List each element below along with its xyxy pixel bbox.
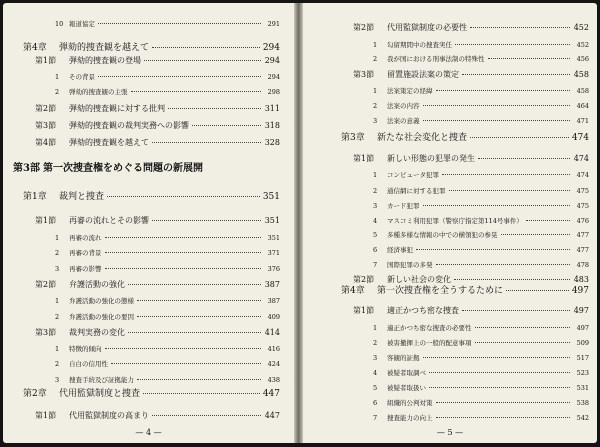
toc-entry-number: 4 — [373, 369, 378, 377]
toc-entry — [373, 368, 589, 378]
toc-entry-page: 474 — [571, 133, 589, 143]
toc-entry-page: 298 — [267, 88, 280, 96]
toc-entry-title — [35, 121, 189, 131]
toc-entry-page: 476 — [576, 217, 589, 225]
dot-leader — [137, 379, 261, 380]
dot-leader — [152, 220, 261, 221]
right-page — [303, 3, 597, 443]
toc-entry-number: 1 — [373, 41, 378, 49]
toc-entry-text: 再審の流れ — [69, 234, 102, 242]
toc-entry-text: 留置施設法案の策定 — [387, 70, 459, 79]
toc-entry — [341, 133, 589, 143]
toc-entry-page: 438 — [267, 376, 280, 384]
toc-entry — [55, 359, 280, 369]
dot-leader — [470, 27, 570, 28]
toc-entry-text: 法案の内容 — [387, 102, 420, 110]
toc-entry — [373, 101, 589, 111]
left-toc-list — [3, 3, 294, 443]
toc-entry-text: 再審の流れとその影響 — [69, 216, 149, 225]
toc-entry-number: 1 — [55, 345, 60, 353]
toc-entry-title — [373, 383, 426, 393]
dot-leader — [168, 108, 261, 109]
toc-entry — [35, 280, 280, 290]
toc-entry-text: 客観的証拠 — [387, 354, 420, 362]
toc-entry — [373, 116, 589, 126]
dot-leader — [98, 76, 261, 77]
toc-entry-number: 3 — [373, 202, 378, 210]
toc-entry — [353, 275, 589, 285]
dot-leader — [128, 332, 261, 333]
toc-entry-text: 被疑者取調べ — [387, 369, 426, 377]
toc-entry-text: 代用監獄制度と捜査 — [59, 389, 141, 399]
toc-entry-text: カード犯罪 — [387, 202, 420, 210]
toc-entry-number: 7 — [373, 414, 378, 422]
toc-entry-title — [353, 70, 459, 80]
toc-entry — [35, 104, 280, 114]
toc-entry-number: 2 — [373, 102, 378, 110]
toc-entry-text: 法案策定の経緯 — [387, 87, 433, 95]
toc-entry-text: 代用監獄制度の高まり — [69, 411, 149, 420]
dot-leader — [454, 279, 570, 280]
dot-leader — [416, 249, 570, 250]
toc-entry — [373, 338, 589, 348]
toc-entry-title — [35, 411, 149, 421]
toc-entry-page: 538 — [576, 399, 589, 407]
toc-entry-title — [373, 116, 420, 126]
toc-entry-page: 531 — [576, 384, 589, 392]
toc-entry-text: 新たな社会変化と捜査 — [377, 133, 468, 143]
toc-entry-title — [55, 264, 102, 274]
toc-entry — [373, 230, 589, 240]
toc-entry-number: 1 — [55, 297, 60, 305]
toc-entry-number: 第1節 — [353, 306, 375, 315]
toc-entry-page: 474 — [576, 171, 589, 179]
toc-entry — [373, 216, 589, 226]
toc-entry-number: 第3節 — [35, 121, 57, 130]
toc-entry-number: 2 — [55, 88, 60, 96]
toc-entry-number: 第2節 — [35, 104, 57, 113]
toc-entry-page: 464 — [576, 102, 589, 110]
toc-entry-number: 1 — [373, 171, 378, 179]
toc-entry-text: 再審の影響 — [69, 265, 102, 273]
toc-entry — [13, 164, 280, 174]
dot-leader — [462, 74, 570, 75]
toc-entry-text: 被害撤揮上の一般的配意事項 — [387, 339, 472, 347]
toc-entry-page: 311 — [264, 104, 280, 113]
dot-leader — [442, 174, 570, 175]
dot-leader — [436, 90, 571, 91]
toc-entry-number: 6 — [373, 399, 378, 407]
dot-leader — [105, 252, 262, 253]
toc-entry-title — [373, 323, 472, 333]
toc-entry-title — [55, 344, 102, 354]
toc-entry-page: 456 — [576, 55, 589, 63]
dot-leader — [143, 393, 260, 394]
dot-leader — [436, 402, 571, 403]
toc-entry-number: 1 — [55, 73, 60, 81]
toc-entry-text: 弁護活動の強化の態様 — [69, 297, 134, 305]
toc-entry-number: 第1章 — [23, 192, 47, 202]
toc-entry-text: 経済事犯 — [387, 246, 413, 254]
dot-leader — [192, 125, 261, 126]
toc-entry-number: 第4節 — [35, 138, 57, 147]
toc-entry-number: 3 — [373, 354, 378, 362]
dot-leader — [429, 372, 570, 373]
dot-leader — [137, 316, 261, 317]
toc-entry-text: 多種多様な情報の中での横領犯の参晃 — [387, 231, 498, 239]
toc-entry — [35, 138, 280, 148]
dot-leader — [429, 387, 570, 388]
dot-leader — [423, 120, 571, 121]
toc-entry-text: 適正かつち密な捜査の必要性 — [387, 324, 472, 332]
toc-entry-page: 328 — [264, 138, 280, 147]
toc-entry-page: 409 — [267, 313, 280, 321]
toc-entry — [35, 216, 280, 226]
right-toc-list — [303, 3, 597, 443]
toc-entry-number: 第4章 — [341, 286, 365, 296]
toc-entry-page: 416 — [267, 345, 280, 353]
toc-entry-number: 第3部 — [13, 163, 40, 174]
toc-entry-title — [13, 164, 203, 174]
toc-entry-title — [23, 389, 140, 399]
toc-entry-text: 適正かつち密な捜査 — [387, 306, 459, 315]
toc-entry — [55, 264, 280, 274]
toc-entry-title — [353, 23, 467, 33]
dot-leader — [436, 264, 571, 265]
toc-entry-title — [353, 275, 451, 285]
toc-entry-title — [373, 40, 452, 50]
toc-entry-page: 351 — [262, 192, 280, 202]
toc-entry-title — [55, 296, 134, 306]
toc-entry-page: 447 — [262, 389, 280, 399]
toc-entry-number: 1 — [55, 234, 60, 242]
toc-entry — [55, 375, 280, 385]
toc-entry-page: 371 — [267, 249, 280, 257]
toc-entry-number: 2 — [55, 360, 60, 368]
toc-entry-page: 475 — [576, 202, 589, 210]
toc-entry — [55, 344, 280, 354]
toc-entry-number: 2 — [55, 313, 60, 321]
dot-leader — [98, 23, 261, 24]
toc-entry-text: 第一次捜査権を全うするために — [377, 286, 504, 296]
toc-entry-page: 542 — [576, 414, 589, 422]
toc-entry-text: 国際犯罪の多発 — [387, 261, 433, 269]
dot-leader — [488, 58, 571, 59]
dot-leader — [131, 91, 262, 92]
toc-entry-number: 4 — [373, 217, 378, 225]
toc-entry-page: 387 — [267, 297, 280, 305]
toc-entry-text: 自白の信用性 — [69, 360, 108, 368]
toc-entry-number: 第3節 — [35, 328, 57, 337]
toc-entry-page: 452 — [576, 41, 589, 49]
toc-entry — [35, 121, 280, 131]
toc-entry-text: 通信網に対する犯罪 — [387, 187, 446, 195]
toc-entry-number: 1 — [373, 87, 378, 95]
toc-entry — [353, 154, 589, 164]
toc-entry-text: 代用監獄制度の必要性 — [387, 23, 467, 32]
dot-leader — [128, 284, 261, 285]
toc-entry-number: 第2節 — [353, 23, 375, 32]
toc-entry-number: 2 — [373, 187, 378, 195]
toc-entry — [55, 233, 280, 243]
toc-entry-number: 1 — [373, 324, 378, 332]
toc-entry-number: 第2章 — [23, 389, 47, 399]
toc-entry-title — [55, 72, 95, 82]
toc-entry-text: マスコミ利用犯罪（警察庁指定第114号事件） — [387, 217, 523, 225]
toc-entry-title — [373, 101, 420, 111]
dot-leader — [144, 60, 261, 61]
toc-entry — [373, 170, 589, 180]
toc-entry-title — [373, 368, 426, 378]
toc-entry-page: 376 — [267, 265, 280, 273]
toc-entry-title — [373, 170, 439, 180]
toc-entry-number: 3 — [55, 376, 60, 384]
dot-leader — [137, 300, 261, 301]
toc-entry-text: 報道協定 — [69, 20, 95, 28]
dot-leader — [152, 142, 261, 143]
toc-entry-title — [373, 54, 485, 64]
toc-entry-number: 第3章 — [341, 133, 365, 143]
toc-entry-page: 447 — [264, 411, 280, 420]
toc-entry-page: 351 — [267, 234, 280, 242]
toc-entry-number: 2 — [373, 55, 378, 63]
dot-leader — [470, 137, 569, 138]
toc-entry-title — [341, 286, 503, 296]
toc-entry — [373, 40, 589, 50]
toc-entry-title — [35, 216, 149, 226]
dot-leader — [152, 47, 260, 48]
toc-entry-text: 被疑者取扱い — [387, 384, 426, 392]
toc-entry-page: 414 — [264, 328, 280, 337]
toc-entry-page: 294 — [267, 73, 280, 81]
dot-leader — [152, 415, 261, 416]
toc-entry — [55, 87, 280, 97]
toc-entry — [35, 56, 280, 66]
toc-entry — [55, 72, 280, 82]
dot-leader — [423, 357, 571, 358]
dot-leader — [462, 310, 570, 311]
toc-entry-page: 387 — [264, 280, 280, 289]
toc-entry-page: 424 — [267, 360, 280, 368]
toc-entry — [373, 353, 589, 363]
toc-entry-title — [35, 104, 165, 114]
toc-entry-page: 452 — [573, 23, 589, 32]
toc-entry-text: 特徴的傾向 — [69, 345, 102, 353]
toc-entry-text: 弾劾的捜査観の裁判実務への影響 — [69, 121, 189, 130]
toc-entry-title — [373, 338, 472, 348]
toc-entry — [55, 312, 280, 322]
toc-entry-number: 2 — [55, 249, 60, 257]
toc-entry-text: 組織的公判対策 — [387, 399, 433, 407]
dot-leader — [107, 196, 260, 197]
toc-entry — [353, 306, 589, 316]
toc-entry-text: 勾留期間中の捜査実任 — [387, 41, 452, 49]
toc-entry — [341, 286, 589, 296]
dot-leader — [111, 363, 261, 364]
dot-leader — [526, 220, 570, 221]
toc-entry-page: 291 — [267, 20, 280, 28]
toc-entry-page: 509 — [576, 339, 589, 347]
toc-entry-title — [55, 359, 108, 369]
dot-leader — [506, 290, 569, 291]
toc-entry-title — [373, 216, 523, 226]
right-page-number: — 5 — — [436, 428, 464, 437]
dot-leader — [105, 237, 262, 238]
toc-entry-text: 第一次捜査権をめぐる問題の新展開 — [43, 163, 203, 174]
toc-entry — [373, 86, 589, 96]
toc-entry-title — [373, 353, 420, 363]
dot-leader — [475, 327, 571, 328]
toc-entry-text: 新しい社会の変化 — [387, 275, 451, 284]
toc-entry — [373, 201, 589, 211]
toc-entry-title — [35, 328, 125, 338]
toc-entry-title — [373, 86, 433, 96]
toc-entry-text: 新しい形態の犯罪の発生 — [387, 154, 475, 163]
left-page — [3, 3, 294, 443]
toc-entry-number: 第2節 — [353, 275, 375, 284]
toc-entry — [23, 192, 280, 202]
toc-entry-title — [35, 138, 149, 148]
toc-entry — [35, 411, 280, 421]
toc-entry — [373, 186, 589, 196]
toc-entry-number: 3 — [55, 265, 60, 273]
dot-leader — [449, 190, 571, 191]
toc-entry — [373, 413, 589, 423]
left-page-number: — 4 — — [135, 428, 162, 437]
toc-entry-page: 523 — [576, 369, 589, 377]
toc-entry-page: 471 — [576, 117, 589, 125]
dot-leader — [423, 105, 571, 106]
toc-entry-page: 517 — [576, 354, 589, 362]
toc-entry — [353, 70, 589, 80]
toc-entry-text: 弾劾的捜査観を越えて — [59, 43, 150, 53]
toc-entry-title — [373, 186, 446, 196]
toc-entry-number: 第1節 — [35, 216, 57, 225]
toc-entry — [373, 245, 589, 255]
toc-entry — [23, 389, 280, 399]
book-gutter — [294, 3, 303, 443]
dot-leader — [455, 44, 570, 45]
toc-entry-number: 第4章 — [23, 43, 47, 53]
toc-entry-title — [373, 230, 498, 240]
toc-entry-title — [353, 154, 475, 164]
toc-entry — [55, 248, 280, 258]
toc-entry-text: 弾劾的捜査観の登場 — [69, 56, 141, 65]
toc-entry-page: 477 — [576, 246, 589, 254]
toc-entry-text: 法案の意義 — [387, 117, 420, 125]
toc-entry-number: 2 — [373, 339, 378, 347]
toc-entry-page: 483 — [573, 275, 589, 284]
dot-leader — [436, 417, 571, 418]
dot-leader — [105, 348, 262, 349]
toc-entry-page: 294 — [264, 56, 280, 65]
toc-entry-number: 6 — [373, 246, 378, 254]
toc-entry-number: 5 — [373, 384, 378, 392]
toc-entry-text: 弾劾的捜査観の主張 — [69, 88, 128, 96]
toc-entry-page: 474 — [573, 154, 589, 163]
toc-entry-page: 475 — [576, 187, 589, 195]
dot-leader — [501, 234, 571, 235]
toc-entry-title — [55, 19, 95, 29]
toc-entry-page: 351 — [264, 216, 280, 225]
toc-entry-text: 裁判と捜査 — [59, 192, 105, 202]
toc-entry-number: 第1節 — [35, 56, 57, 65]
toc-entry-page: 497 — [571, 286, 589, 296]
dot-leader — [423, 205, 571, 206]
dot-leader — [105, 268, 262, 269]
toc-entry-number: 第2節 — [35, 280, 57, 289]
toc-entry-text: 我が国における刑事法制の特殊性 — [387, 55, 485, 63]
toc-entry-page: 497 — [576, 324, 589, 332]
toc-entry-title — [353, 306, 459, 316]
toc-entry-number: 5 — [373, 231, 378, 239]
toc-entry-text: コンピュータ犯罪 — [387, 171, 439, 179]
toc-entry-page: 294 — [262, 43, 280, 53]
toc-entry-text: その背景 — [69, 73, 95, 81]
toc-entry-text: 弾劾的捜査観に対する批判 — [69, 104, 165, 113]
dot-leader — [478, 158, 570, 159]
toc-entry-text: 裁判実務の変化 — [69, 328, 125, 337]
toc-entry-title — [55, 233, 102, 243]
toc-entry-page: 318 — [264, 121, 280, 130]
toc-entry-number: 3 — [373, 117, 378, 125]
toc-entry-page: 458 — [576, 87, 589, 95]
dot-leader — [475, 342, 571, 343]
toc-entry-text: 再審の背景 — [69, 249, 102, 257]
toc-entry — [55, 19, 280, 29]
toc-entry-title — [23, 192, 104, 202]
toc-entry-page: 478 — [576, 261, 589, 269]
toc-entry-title — [55, 248, 102, 258]
toc-entry-title — [373, 413, 433, 423]
toc-entry-text: 弁護活動の強化の要因 — [69, 313, 134, 321]
toc-entry-page: 477 — [576, 231, 589, 239]
toc-entry-title — [35, 56, 141, 66]
toc-entry-title — [55, 312, 134, 322]
toc-entry — [373, 383, 589, 393]
toc-entry — [353, 23, 589, 33]
toc-entry-page: 458 — [573, 70, 589, 79]
toc-entry-number: 7 — [373, 261, 378, 269]
toc-entry — [55, 296, 280, 306]
toc-entry-title — [373, 245, 413, 255]
toc-entry-number: 10 — [55, 20, 64, 28]
toc-entry-title — [55, 87, 128, 97]
toc-entry-number: 第1節 — [35, 411, 57, 420]
toc-entry-title — [55, 375, 134, 385]
toc-entry-title — [373, 260, 433, 270]
toc-entry-number: 第1節 — [353, 154, 375, 163]
toc-entry-text: 弁護活動の強化 — [69, 280, 125, 289]
toc-entry-text: 弾劾的捜査観を越えて — [69, 138, 149, 147]
toc-entry-title — [23, 43, 149, 53]
toc-entry — [373, 323, 589, 333]
toc-entry — [373, 398, 589, 408]
toc-entry — [373, 260, 589, 270]
toc-entry-title — [35, 280, 125, 290]
toc-entry-text: 捜査手続及び証拠能力 — [69, 376, 134, 384]
toc-entry-page: 497 — [573, 306, 589, 315]
toc-entry-text: 捜査能力の向上 — [387, 414, 433, 422]
toc-entry-number: 第3節 — [353, 70, 375, 79]
toc-entry — [35, 328, 280, 338]
toc-entry-title — [373, 398, 433, 408]
toc-entry-title — [341, 133, 467, 143]
toc-entry — [373, 54, 589, 64]
toc-entry-title — [373, 201, 420, 211]
toc-entry — [23, 43, 280, 53]
